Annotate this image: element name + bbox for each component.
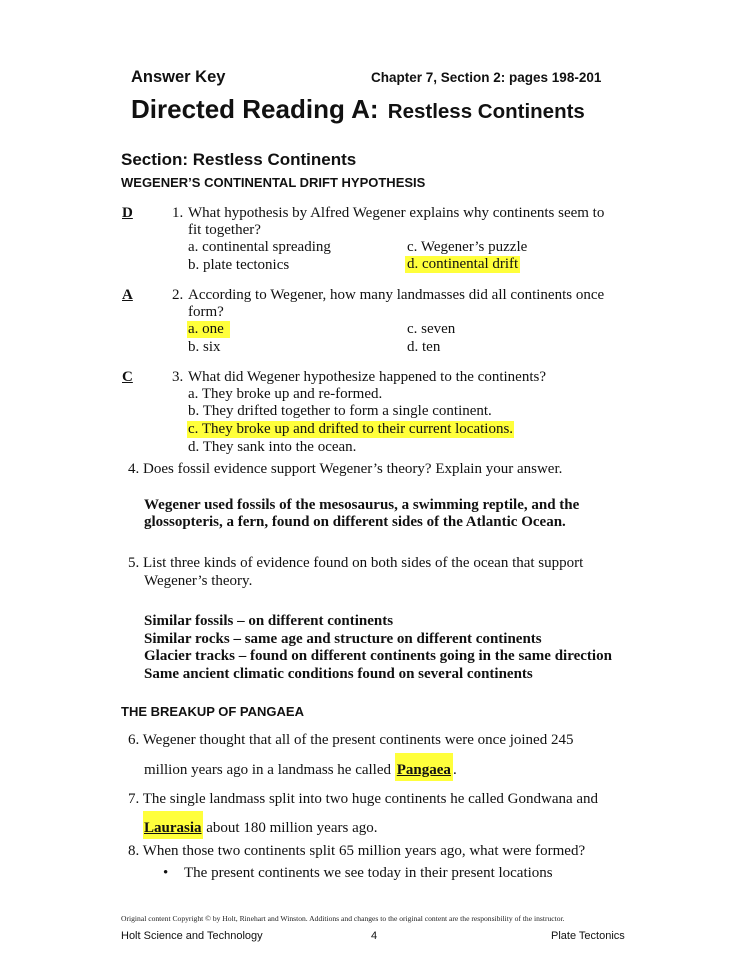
q8-line1: 8. When those two continents split 65 million years ago, what were formed? xyxy=(128,843,586,859)
q6-answer-pangaea: Pangaea xyxy=(395,753,453,781)
page-title xyxy=(131,94,585,125)
q3-option-d: d. They sank into the ocean. xyxy=(188,439,357,455)
breakup-heading: THE BREAKUP OF PANGAEA xyxy=(121,704,304,719)
q2-answer: A xyxy=(122,287,133,303)
q2-option-a-correct: a. one xyxy=(187,321,230,338)
q1-option-c: c. Wegener’s puzzle xyxy=(407,239,528,255)
section-subtitle: WEGENER’S CONTINENTAL DRIFT HYPOTHESIS xyxy=(121,175,426,190)
q4-question: 4. Does fossil evidence support Wegener’s theory? Explain your answer. xyxy=(128,461,563,477)
q4-answer-line1: Wegener used fossils of the mesosaurus, a swimming reptile, and the xyxy=(144,497,580,513)
q1-question-line1: What hypothesis by Alfred Wegener explains why continents seem to xyxy=(188,205,605,221)
q3-option-b: b. They drifted together to form a single continent. xyxy=(188,403,492,419)
q6-line2 xyxy=(144,762,457,781)
q5-question-line1: 5. List three kinds of evidence found on both sides of the ocean that support xyxy=(128,555,584,571)
q2-option-d: d. ten xyxy=(407,339,441,355)
q3-question-line1: What did Wegener hypothesize happened to the continents? xyxy=(188,369,546,385)
q4-answer-line2: glossopteris, a fern, found on different sides of the Atlantic Ocean. xyxy=(144,514,566,530)
q8-bullet: • xyxy=(163,865,169,881)
q7-line2 xyxy=(143,820,377,839)
q1-number: 1. xyxy=(172,205,184,221)
q6-line1: 6. Wegener thought that all of the present continents were once joined 245 xyxy=(128,732,574,748)
q2-question-line1: According to Wegener, how many landmasses did all continents once xyxy=(188,287,605,303)
q6-line2-post: . xyxy=(452,762,457,778)
answer-key-label: Answer Key xyxy=(131,68,226,86)
q3-answer: C xyxy=(122,369,133,385)
footer-right: Plate Tectonics xyxy=(551,930,625,942)
page-title-main: Directed Reading A: xyxy=(131,94,379,124)
q6-line2-pre: million years ago in a landmass he called xyxy=(144,762,395,778)
q1-question-line2: fit together? xyxy=(188,222,261,238)
q2-question-line2: form? xyxy=(188,304,224,320)
q8-answer: The present continents we see today in their present locations xyxy=(184,865,553,881)
q1-option-d-correct: d. continental drift xyxy=(407,256,519,272)
q5-answer-item: Same ancient climatic conditions found on several continents xyxy=(144,666,533,682)
q5-answer-item: Similar rocks – same age and structure on different continents xyxy=(144,631,542,647)
q1-option-b: b. plate tectonics xyxy=(188,257,290,273)
q1-answer: D xyxy=(122,205,133,221)
section-title: Section: Restless Continents xyxy=(121,150,357,169)
q2-option-c: c. seven xyxy=(407,321,456,337)
q1-option-a: a. continental spreading xyxy=(188,239,331,255)
q7-line1: 7. The single landmass split into two huge continents he called Gondwana and xyxy=(128,791,599,807)
q3-option-a: a. They broke up and re-formed. xyxy=(188,386,383,402)
q5-answer-item: Similar fossils – on different continents xyxy=(144,613,394,629)
q3-option-c-correct: c. They broke up and drifted to their current locations. xyxy=(188,421,514,437)
q5-question-line2: Wegener’s theory. xyxy=(144,573,253,589)
q2-number: 2. xyxy=(172,287,184,303)
q7-line2-post: about 180 million years ago. xyxy=(202,820,378,836)
q3-number: 3. xyxy=(172,369,184,385)
chapter-label: Chapter 7, Section 2: pages 198-201 xyxy=(371,70,602,85)
q5-answer-item: Glacier tracks – found on different continents going in the same direction xyxy=(144,648,612,664)
footer-page-number: 4 xyxy=(371,930,378,942)
footer-left: Holt Science and Technology xyxy=(121,930,263,942)
page-title-sub: Restless Continents xyxy=(387,100,585,123)
copyright-notice: Original content Copyright © by Holt, Rinehart and Winston. Additions and changes to the original content are the responsibility of the instructor. xyxy=(121,914,565,923)
q7-answer-laurasia: Laurasia xyxy=(143,811,203,839)
q2-option-b: b. six xyxy=(188,339,221,355)
